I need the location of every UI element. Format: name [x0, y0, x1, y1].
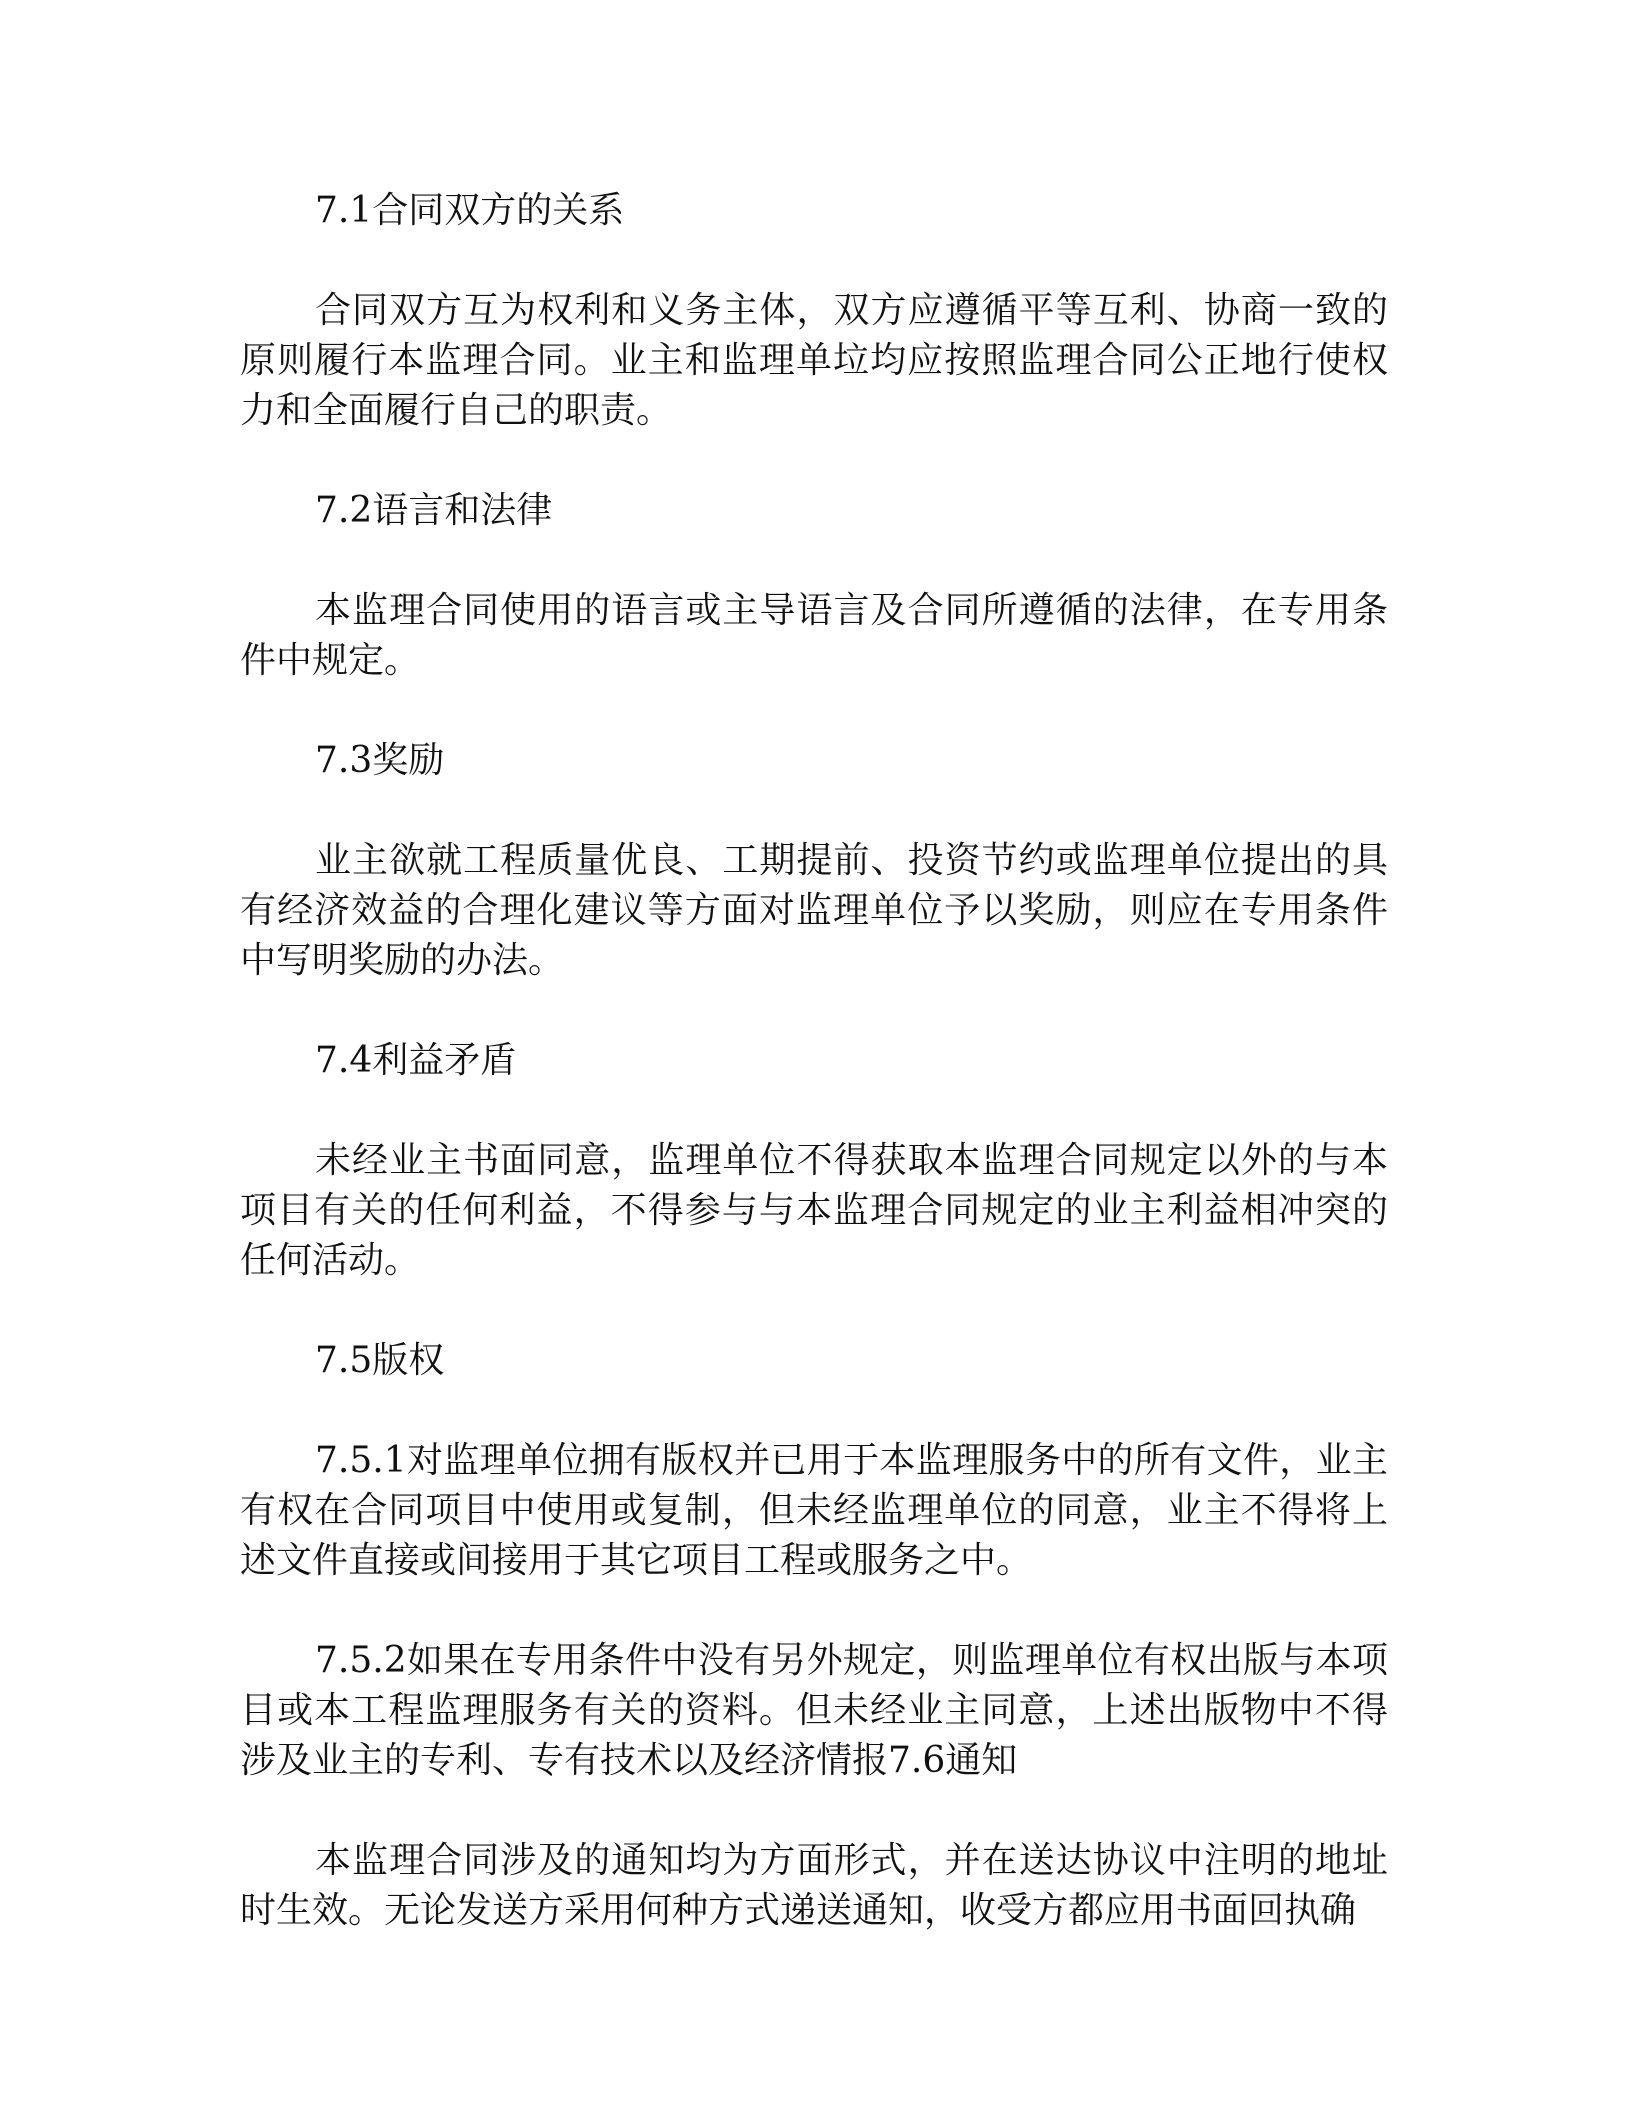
section-7-5-1-paragraph: 7.5.1对监理单位拥有版权并已用于本监理服务中的所有文件，业主有权在合同项目中使用或复制，但未经监理单位的同意，业主不得将上述文件直接或间接用于其它项目工程或服务之中。: [240, 1440, 1388, 1581]
section-7-3-paragraph: 业主欲就工程质量优良、工期提前、投资节约或监理单位提出的具有经济效益的合理化建议等方面对监理单位予以奖励，则应在专用条件中写明奖励的办法。: [240, 840, 1388, 981]
section-heading-7-4: 7.4利益矛盾: [315, 1040, 517, 1081]
section-heading-7-1: 7.1合同双方的关系: [315, 190, 625, 231]
section-7-4-paragraph: 未经业主书面同意，监理单位不得获取本监理合同规定以外的与本项目有关的任何利益，不得参与与本监理合同规定的业主利益相冲突的任何活动。: [240, 1140, 1388, 1281]
section-7-1-paragraph: 合同双方互为权利和义务主体，双方应遵循平等互利、协商一致的原则履行本监理合同。业主和监理单垃均应按照监理合同公正地行使权力和全面履行自己的职责。: [240, 290, 1388, 431]
section-7-5-2-paragraph: 7.5.2如果在专用条件中没有另外规定，则监理单位有权出版与本项目或本工程监理服务有关的资料。但未经业主同意，上述出版物中不得涉及业主的专利、专有技术以及经济情报7.6通知: [240, 1640, 1388, 1781]
section-7-2-paragraph: 本监理合同使用的语言或主导语言及合同所遵循的法律，在专用条件中规定。: [240, 590, 1388, 681]
section-7-6-paragraph: 本监理合同涉及的通知均为方面形式，并在送达协议中注明的地址时生效。无论发送方采用何种方式递送通知，收受方都应用书面回执确: [240, 1840, 1388, 1931]
document-body: [240, 186, 1388, 1986]
section-heading-7-5: 7.5版权: [315, 1340, 445, 1381]
section-heading-7-3: 7.3奖励: [315, 740, 445, 781]
section-heading-7-2: 7.2语言和法律: [315, 490, 553, 531]
